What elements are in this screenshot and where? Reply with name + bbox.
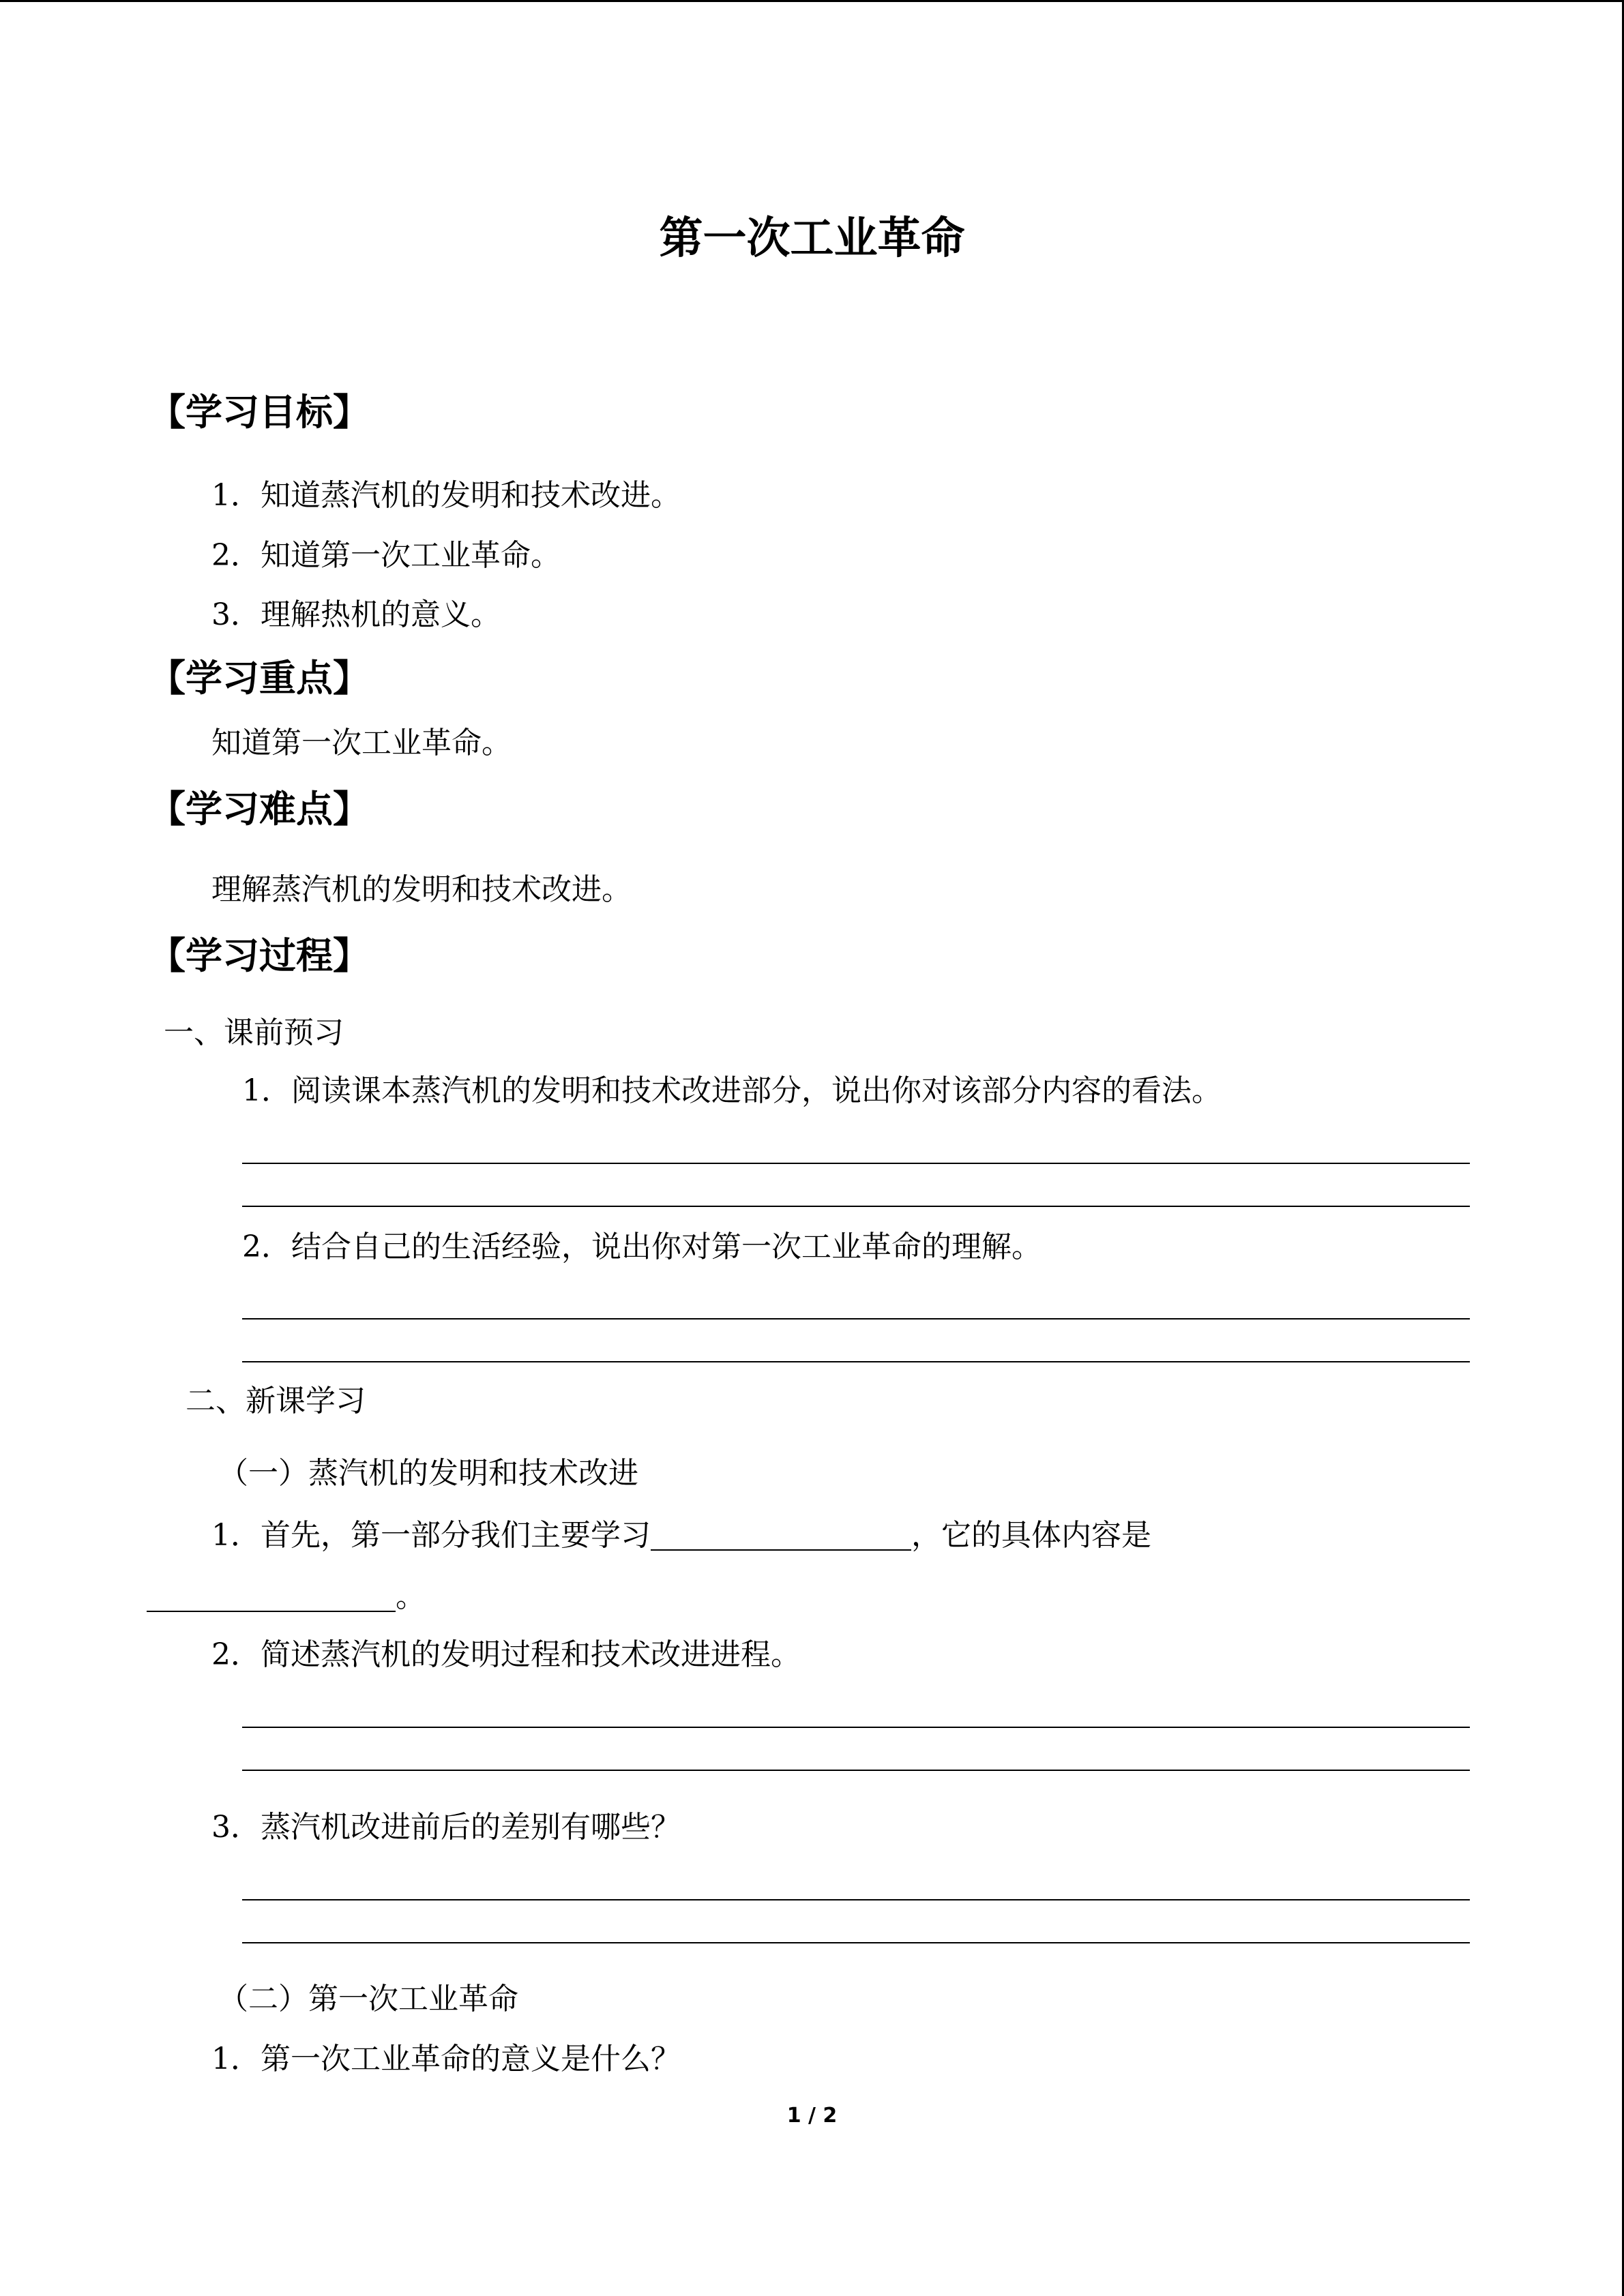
answer-line: [242, 1361, 1470, 1362]
page-number: 1 / 2: [786, 2104, 838, 2128]
answer-line: [242, 1727, 1470, 1728]
answer-line: [242, 1899, 1470, 1900]
answer-line: [242, 1206, 1470, 1207]
process-heading: 【学习过程】: [149, 934, 370, 977]
objectives-heading: 【学习目标】: [149, 391, 370, 434]
page-border-top: [0, 0, 1624, 2]
page-title: 第一次工业革命: [659, 213, 965, 264]
question-text: 。: [396, 1579, 426, 1614]
section-2-question-1: 1．第一次工业革命的意义是什么？: [211, 2042, 681, 2076]
objective-item-2: 2．知道第一次工业革命。: [211, 538, 561, 573]
new-lesson-label: 二、新课学习: [186, 1384, 366, 1418]
difficulty-text: 理解蒸汽机的发明和技术改进。: [211, 872, 632, 907]
objective-item-3: 3．理解热机的意义。: [211, 597, 501, 632]
objective-item-1: 1．知道蒸汽机的发明和技术改进。: [211, 478, 681, 513]
key-point-text: 知道第一次工业革命。: [211, 726, 512, 760]
answer-line: [242, 1318, 1470, 1320]
section-1-question-1: [211, 1518, 1151, 1553]
preview-question-2: 2．结合自己的生活经验，说出你对第一次工业革命的理解。: [242, 1229, 1042, 1264]
preview-question-1: 1．阅读课本蒸汽机的发明和技术改进部分，说出你对该部分内容的看法。: [242, 1073, 1222, 1108]
question-text: 1．首先，第一部分我们主要学习: [211, 1518, 651, 1553]
question-text: ，它的具体内容是: [911, 1518, 1151, 1553]
difficulty-heading: 【学习难点】: [149, 788, 370, 831]
answer-line: [242, 1770, 1470, 1771]
section-1-question-3: 3．蒸汽机改进前后的差别有哪些？: [211, 1810, 681, 1845]
fill-blank: [147, 1583, 396, 1612]
answer-line: [242, 1163, 1470, 1164]
preview-label: 一、课前预习: [164, 1015, 344, 1050]
section-1-question-2: 2．简述蒸汽机的发明过程和技术改进进程。: [211, 1637, 801, 1672]
section-1-question-1-continued: [147, 1579, 426, 1614]
section-1-label: （一）蒸汽机的发明和技术改进: [218, 1456, 638, 1491]
section-2-label: （二）第一次工业革命: [218, 1982, 518, 2016]
key-point-heading: 【学习重点】: [149, 657, 370, 700]
fill-blank: [651, 1522, 911, 1551]
answer-line: [242, 1942, 1470, 1943]
